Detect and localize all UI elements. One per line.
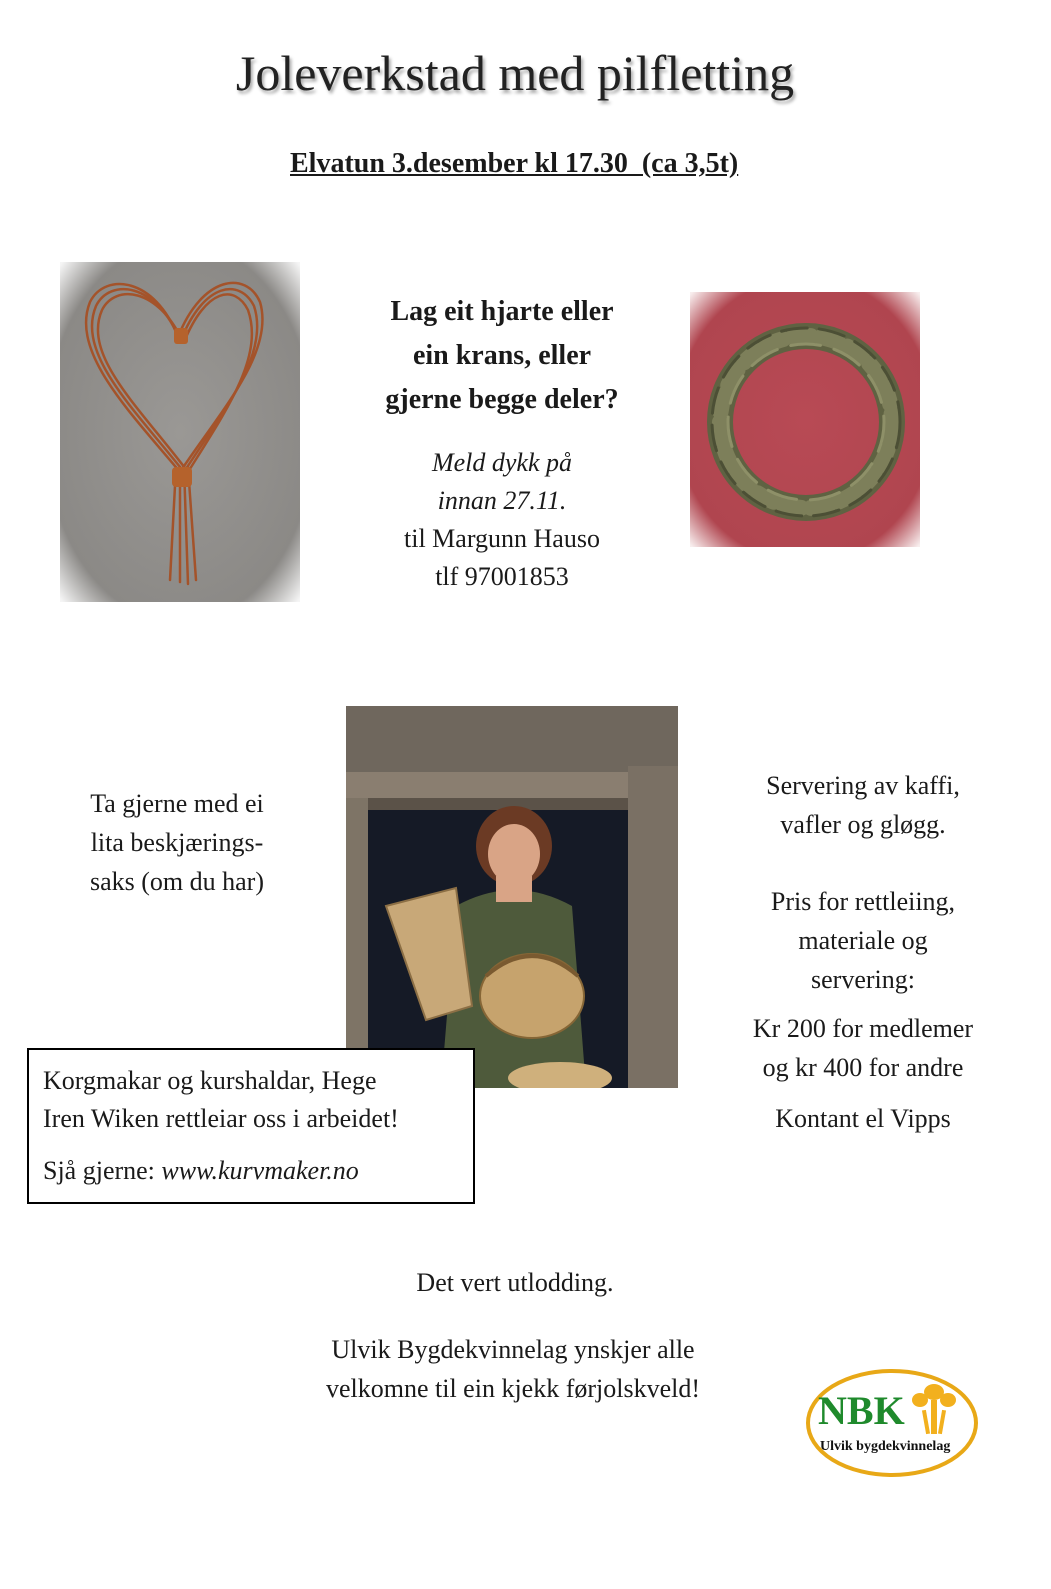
intro-line-2: ein krans, eller [412,340,592,371]
note-line-2: lita beskjærings- [90,828,264,857]
serving-line-1: Servering av kaffi, [766,771,960,800]
svg-text:Ulvik bygdekvinnelag: Ulvik bygdekvinnelag [820,1439,951,1454]
intro-text [332,290,672,422]
payment-method: Kontant el Vipps [775,1104,951,1133]
bring-scissors-note [52,784,302,901]
nbk-logo [804,1366,980,1480]
instructor-box [27,1048,475,1204]
website-link[interactable]: www.kurvmaker.no [161,1156,359,1185]
signup-info [332,444,672,596]
price-line-2: materiale og [798,926,928,955]
event-subtitle: Elvatun 3.desember kl 17.30 (ca 3,5t) [290,148,739,179]
price-others: og kr 400 for andre [762,1053,964,1082]
welcome-line-1: Ulvik Bygdekvinnelag ynskjer alle [331,1335,695,1364]
note-line-3: saks (om du har) [89,867,264,896]
signup-phone: tlf 97001853 [435,562,569,591]
intro-line-1: Lag eit hjarte eller [390,296,614,327]
page-title: Joleverkstad med pilfletting [235,45,795,101]
svg-text:NBK: NBK [818,1388,905,1433]
website-line [43,1152,473,1190]
instructor-line-2: Iren Wiken rettleiar oss i arbeidet! [43,1104,399,1133]
intro-line-3: gjerne begge deler? [385,384,619,415]
note-line-1: Ta gjerne med ei [90,789,264,818]
welcome-line-2: velkomne til ein kjekk førjolskveld! [325,1374,701,1403]
wicker-heart-image [60,262,300,602]
raffle-text: Det vert utlodding. [416,1268,614,1297]
welcome-text [240,1330,786,1408]
basket-maker-photo [346,706,678,1088]
price-line-1: Pris for rettleiing, [770,887,956,916]
event-details [724,766,1002,1138]
price-members: Kr 200 for medlemer [752,1014,974,1043]
instructor-line-1: Korgmakar og kurshaldar, Hege [43,1066,377,1095]
signup-contact: til Margunn Hauso [404,524,600,553]
price-line-3: servering: [811,965,915,994]
serving-line-2: vafler og gløgg. [780,810,946,839]
website-label: Sjå gjerne: [43,1156,162,1185]
signup-deadline: innan 27.11. [437,486,567,515]
wicker-wreath-image [690,292,920,547]
signup-line-1: Meld dykk på [431,448,573,477]
